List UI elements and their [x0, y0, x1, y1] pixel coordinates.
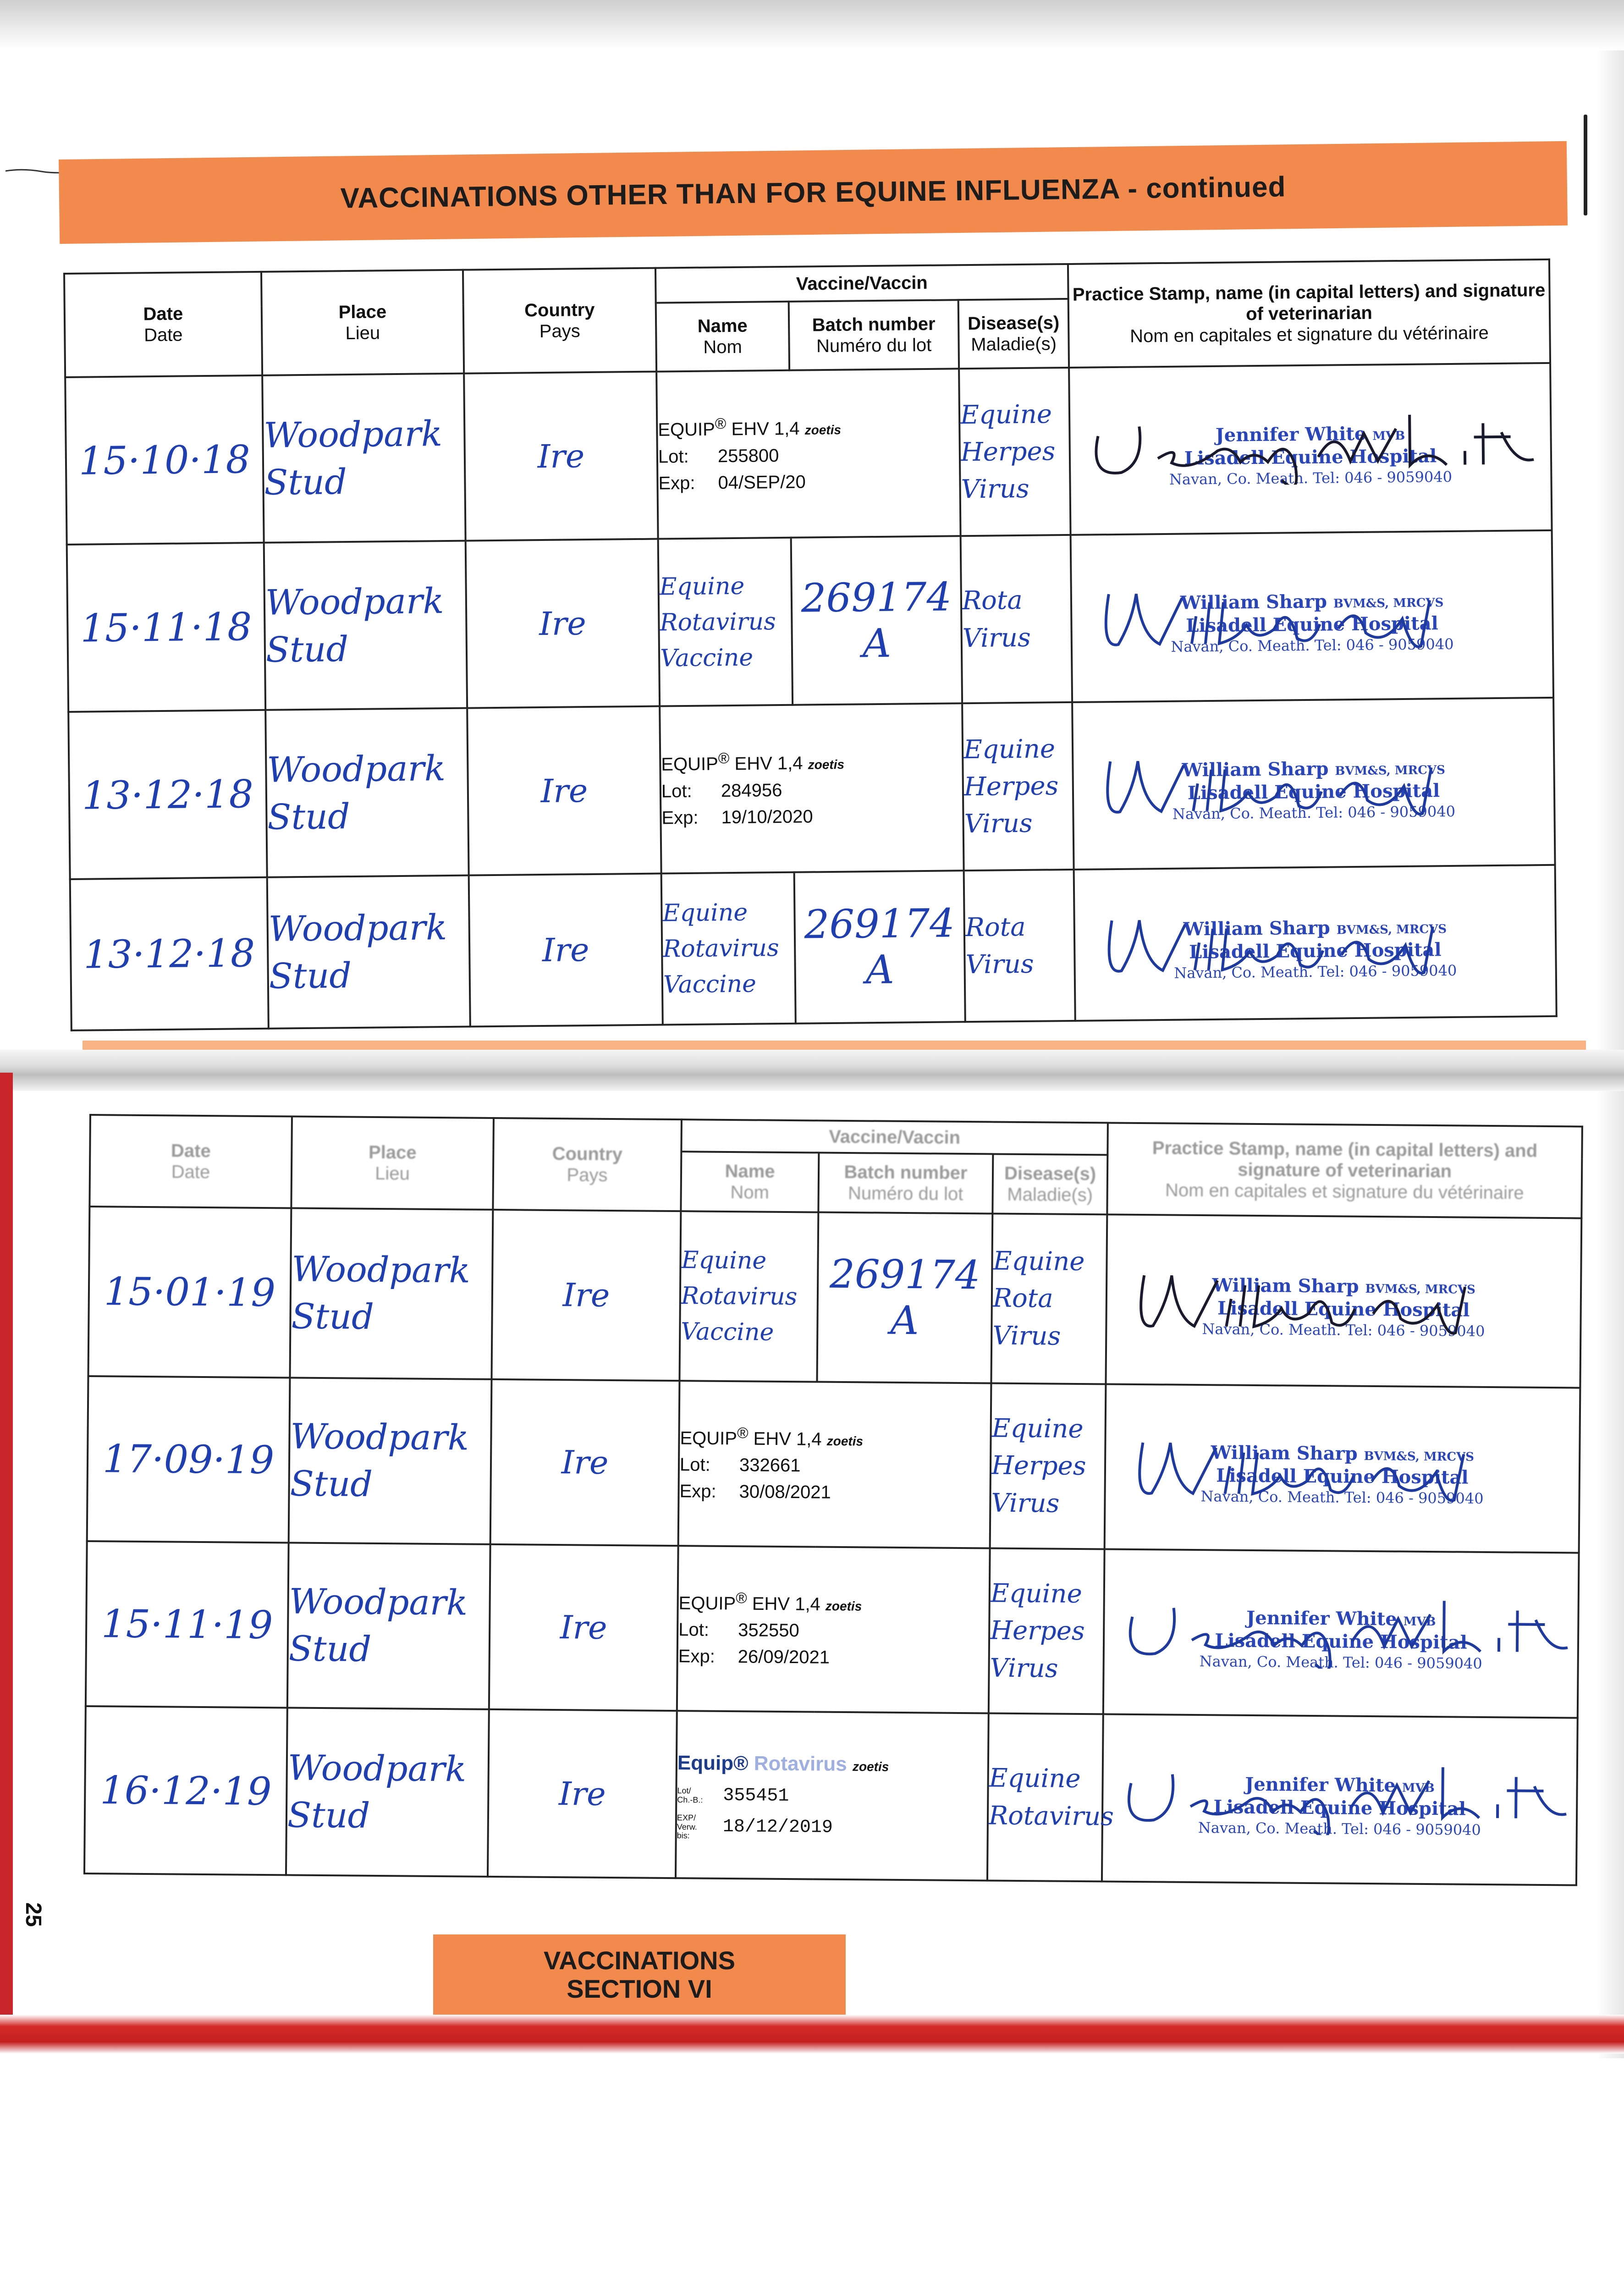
vet-stamp-cell: William Sharp BVM&S, MRCVS Lisadell Equine Hospital Navan, Co. Meath. Tel: 046 - 9059040: [1074, 865, 1557, 1021]
vet-stamp-cell: Jennifer White MVB Lisadell Equine Hospital Navan, Co. Meath. Tel: 046 - 9059040: [1103, 1549, 1579, 1718]
lot-number: 352550: [738, 1620, 799, 1641]
batch-cell: 269174 A: [794, 871, 965, 1024]
lot-number: 255800: [717, 445, 779, 466]
vaccine-name-cell: Equine Rotavirus Vaccine: [661, 872, 796, 1025]
lot-number: 284956: [721, 780, 782, 801]
header-disease: Disease(s) Maladie(s): [992, 1154, 1107, 1214]
country-cell: Ire: [488, 1709, 677, 1878]
country-cell: Ire: [489, 1544, 678, 1711]
signature-william-sharp: [1083, 739, 1542, 821]
expiry-date: 19/10/2020: [721, 806, 813, 827]
vaccination-table-top: [63, 259, 1558, 1031]
vet-name: William Sharp: [1212, 1274, 1359, 1297]
vaccine-sticker: Equip® Rotavirus zoetis Lot/ Ch.-B.: 355451 EXP/ Verw. bis: 18/12/2019: [676, 1711, 989, 1880]
page-fold: [0, 1050, 1624, 1091]
batch-cell: 269174 A: [817, 1212, 992, 1383]
signature-william-sharp: [1115, 1424, 1574, 1506]
header-vaccine-group: Vaccine/Vaccin: [655, 264, 1068, 303]
country-cell: Ire: [469, 874, 663, 1027]
place-cell: Woodpark Stud: [290, 1208, 493, 1379]
header-batch: Batch number Numéro du lot: [789, 300, 959, 370]
country-cell: Ire: [467, 706, 661, 876]
table-row: [86, 1541, 1579, 1718]
vaccine-name-cell: Equine Rotavirus Vaccine: [679, 1211, 818, 1382]
disease-cell: Rota Virus: [961, 535, 1073, 703]
expiry-date: 30/08/2021: [739, 1482, 831, 1503]
vet-stamp-cell: William Sharp BVM&S, MRCVS Lisadell Equine Hospital Navan, Co. Meath. Tel: 046 - 9059040: [1071, 530, 1553, 702]
header-vaccine-group: Vaccine/Vaccin: [681, 1119, 1108, 1155]
vet-stamp-cell: William Sharp BVM&S, MRCVS Lisadell Equine Hospital Navan, Co. Meath. Tel: 046 - 9059040: [1106, 1214, 1581, 1388]
disease-cell: Equine Rota Virus: [991, 1213, 1107, 1384]
vet-name: Jennifer White: [1246, 1607, 1397, 1630]
bookmark-ribbon: [1584, 115, 1587, 215]
table-row: [87, 1376, 1580, 1553]
header-batch: Batch number Numéro du lot: [818, 1153, 993, 1214]
vaccine-sticker: EQUIP® EHV 1,4 zoetis Lot: 352550 Exp: 26/09/2021: [677, 1546, 990, 1713]
vet-name: William Sharp: [1183, 917, 1330, 940]
expiry-date: 18/12/2019: [722, 1817, 833, 1839]
place-cell: Woodpark Stud: [264, 541, 467, 710]
signature-jennifer-white: [1112, 1755, 1571, 1837]
table-row: [67, 530, 1553, 712]
header-name: Name Nom: [656, 302, 789, 372]
date-cell: 13·12·18: [70, 877, 269, 1030]
table-row: [68, 698, 1555, 879]
header-practice-stamp: Practice Stamp, name (in capital letters) and signature of veterinarian Nom en capitales et signature du vétérinaire: [1068, 259, 1550, 368]
date-cell: 15·01·19: [88, 1207, 292, 1377]
country-cell: Ire: [466, 539, 660, 708]
cover-edge-bottom: [0, 2015, 1624, 2054]
vaccine-sticker: EQUIP® EHV 1,4 zoetis Lot: 255800 Exp: 04/SEP/20: [656, 369, 960, 539]
date-cell: 16·12·19: [84, 1706, 287, 1875]
country-cell: Ire: [464, 372, 658, 541]
disease-cell: Equine Herpes Virus: [989, 1548, 1105, 1714]
table-row: [65, 363, 1552, 545]
expiry-date: 26/09/2021: [738, 1647, 830, 1668]
vet-name: William Sharp: [1180, 590, 1327, 614]
signature-william-sharp: [1081, 572, 1540, 654]
table-row: [70, 865, 1557, 1030]
section-label-line2: SECTION VI: [567, 1974, 712, 2003]
place-cell: Woodpark Stud: [289, 1377, 492, 1544]
section-label-line1: VACCINATIONS: [544, 1945, 735, 1975]
signature-william-sharp: [1116, 1257, 1575, 1339]
signature-jennifer-white: [1114, 1589, 1573, 1671]
disease-cell: Rota Virus: [964, 870, 1075, 1022]
place-cell: Woodpark Stud: [267, 876, 470, 1029]
disease-cell: Equine Herpes Virus: [962, 702, 1074, 871]
date-cell: 15·10·18: [65, 375, 264, 545]
place-cell: Woodpark Stud: [287, 1543, 490, 1709]
date-cell: 15·11·19: [86, 1541, 289, 1708]
header-place: Place Lieu: [291, 1116, 494, 1209]
place-cell: Woodpark Stud: [265, 708, 468, 877]
place-cell: Woodpark Stud: [286, 1708, 489, 1876]
lot-number: 355451: [723, 1785, 789, 1807]
date-cell: 13·12·18: [68, 710, 267, 879]
vet-stamp-cell: William Sharp BVM&S, MRCVS Lisadell Equine Hospital Navan, Co. Meath. Tel: 046 - 9059040: [1105, 1384, 1580, 1553]
vaccine-sticker: EQUIP® EHV 1,4 zoetis Lot: 332661 Exp: 30/08/2021: [678, 1381, 991, 1548]
header-place: Place Lieu: [261, 270, 464, 375]
expiry-date: 04/SEP/20: [718, 472, 806, 493]
vet-stamp-cell: William Sharp BVM&S, MRCVS Lisadell Equine Hospital Navan, Co. Meath. Tel: 046 - 9059040: [1072, 698, 1555, 870]
vet-name: William Sharp: [1182, 758, 1329, 781]
vaccine-name-cell: Equine Rotavirus Vaccine: [658, 538, 793, 706]
header-name: Name Nom: [681, 1152, 819, 1212]
header-date: Date Date: [64, 272, 262, 377]
section-label: [433, 1934, 846, 2015]
banner-title: VACCINATIONS OTHER THAN FOR EQUINE INFLUENZA - continued: [340, 171, 1286, 214]
disease-cell: Equine Herpes Virus: [959, 368, 1071, 536]
country-cell: Ire: [490, 1379, 680, 1546]
disease-cell: Equine Rotavirus: [987, 1713, 1103, 1881]
cover-edge-left: [0, 1073, 13, 2040]
vet-name: Jennifer White: [1245, 1773, 1396, 1796]
country-cell: Ire: [491, 1210, 681, 1381]
header-date: Date Date: [89, 1115, 292, 1208]
header-country: Country Pays: [493, 1118, 682, 1211]
vaccine-sticker: EQUIP® EHV 1,4 zoetis Lot: 284956 Exp: 19/10/2020: [660, 703, 963, 873]
vet-name: William Sharp: [1211, 1442, 1358, 1465]
batch-cell: 269174 A: [791, 536, 962, 705]
table-row: [88, 1207, 1582, 1388]
table-row: [84, 1706, 1578, 1885]
header-practice-stamp: Practice Stamp, name (in capital letters) and signature of veterinarian Nom en capitales et signature du vétérinaire: [1107, 1123, 1582, 1218]
header-disease: Disease(s) Maladie(s): [958, 299, 1069, 369]
vet-stamp-cell: Jennifer White MVB Lisadell Equine Hospital Navan, Co. Meath. Tel: 046 - 9059040: [1069, 363, 1552, 535]
disease-cell: Equine Herpes Virus: [990, 1383, 1106, 1549]
vaccination-table-bottom: [83, 1114, 1583, 1886]
date-cell: 15·11·18: [67, 543, 265, 712]
header-country: Country Pays: [463, 268, 656, 374]
page-number: 25: [21, 1902, 45, 1927]
date-cell: 17·09·19: [87, 1376, 290, 1543]
scan-shadow-top: [0, 0, 1624, 50]
vet-stamp-cell: Jennifer White MVB Lisadell Equine Hospital Navan, Co. Meath. Tel: 046 - 9059040: [1102, 1714, 1578, 1885]
vet-name: Jennifer White: [1215, 423, 1366, 446]
signature-jennifer-white: [1079, 404, 1539, 487]
place-cell: Woodpark Stud: [262, 374, 465, 543]
lot-number: 332661: [739, 1455, 801, 1476]
section-banner: [59, 141, 1568, 244]
signature-william-sharp: [1084, 898, 1543, 981]
